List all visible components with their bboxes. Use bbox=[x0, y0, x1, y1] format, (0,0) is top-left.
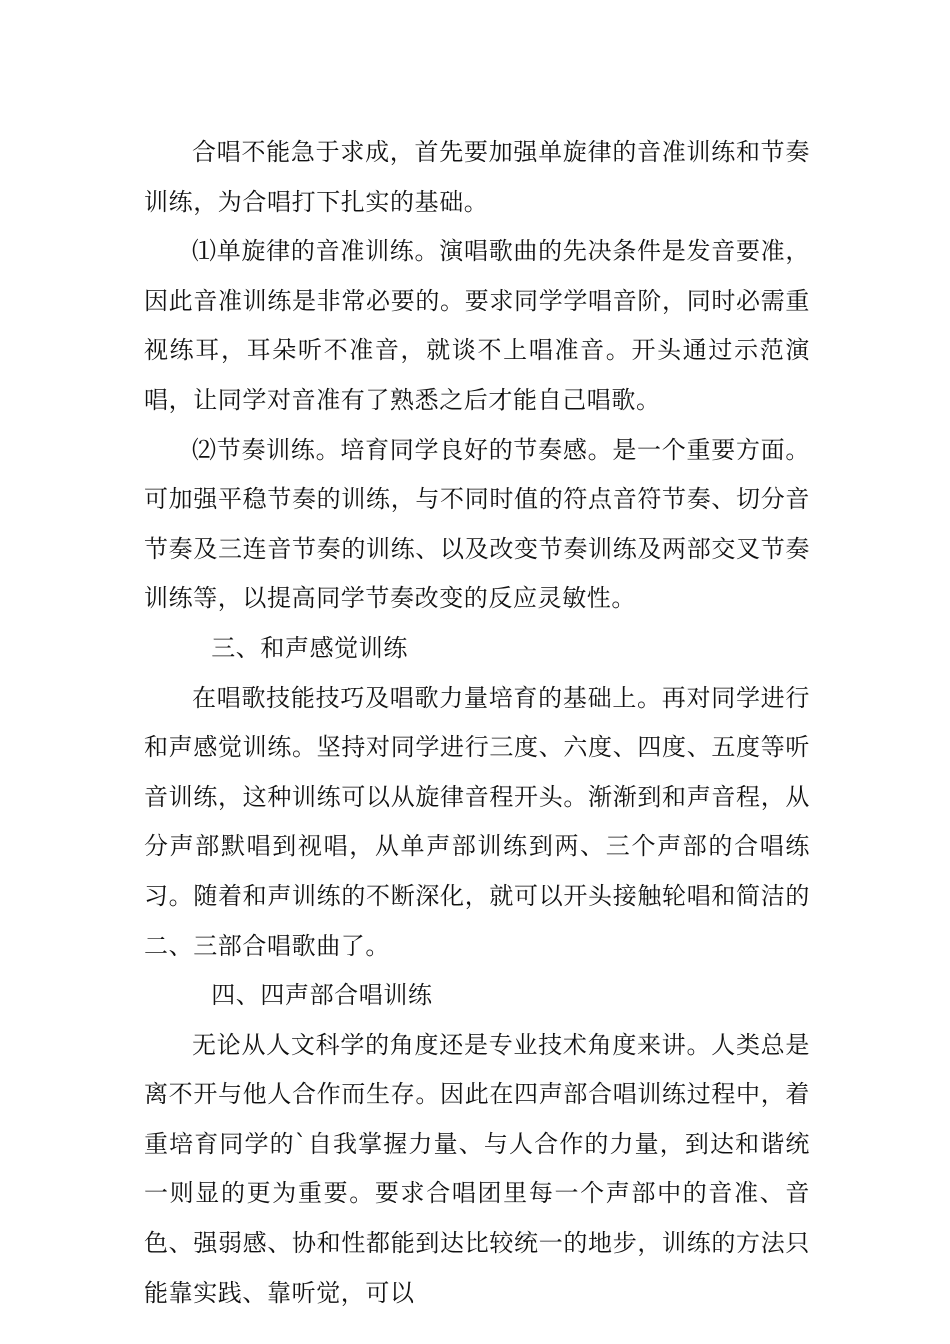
paragraph-pitch-training: ⑴单旋律的音准训练。演唱歌曲的先决条件是发音要准，因此音准训练是非常必要的。要求同学学唱音阶，同时必需重视练耳，耳朵听不准音，就谈不上唱准音。开头通过示范演唱，让同学对音准有了熟悉之后才能自己唱歌。 bbox=[144, 237, 810, 414]
section-heading-four-part: 四、四声部合唱训练 bbox=[211, 981, 433, 1010]
paragraph-intro: 合唱不能急于求成，首先要加强单旋律的音准训练和节奏训练，为合唱打下扎实的基础。 bbox=[144, 138, 810, 216]
paragraph-harmony-training: 在唱歌技能技巧及唱歌力量培育的基础上。再对同学进行和声感觉训练。坚持对同学进行三度、六度、四度、五度等听音训练，这种训练可以从旋律音程开头。渐渐到和声音程，从分声部默唱到视唱，从单声部训练到两、三个声部的合唱练习。随着和声训练的不断深化，就可以开头接触轮唱和简洁的二、三部合唱歌曲了。 bbox=[144, 683, 810, 960]
document-body bbox=[144, 128, 810, 1318]
paragraph-four-part-training: 无论从人文科学的角度还是专业技术角度来讲。人类总是离不开与他人合作而生存。因此在四声部合唱训练过程中，着重培育同学的`自我掌握力量、与人合作的力量，到达和谐统一则显的更为重要。要求合唱团里每一个声部中的音准、音色、强弱感、协和性都能到达比较统一的地步，训练的方法只能靠实践、靠听觉，可以 bbox=[144, 1030, 810, 1307]
section-heading-harmony: 三、和声感觉训练 bbox=[211, 633, 408, 662]
paragraph-rhythm-training: ⑵节奏训练。培育同学良好的节奏感。是一个重要方面。可加强平稳节奏的训练，与不同时值的符点音符节奏、切分音节奏及三连音节奏的训练、以及改变节奏训练及两部交叉节奏训练等，以提高同学节奏改变的反应灵敏性。 bbox=[144, 435, 810, 613]
